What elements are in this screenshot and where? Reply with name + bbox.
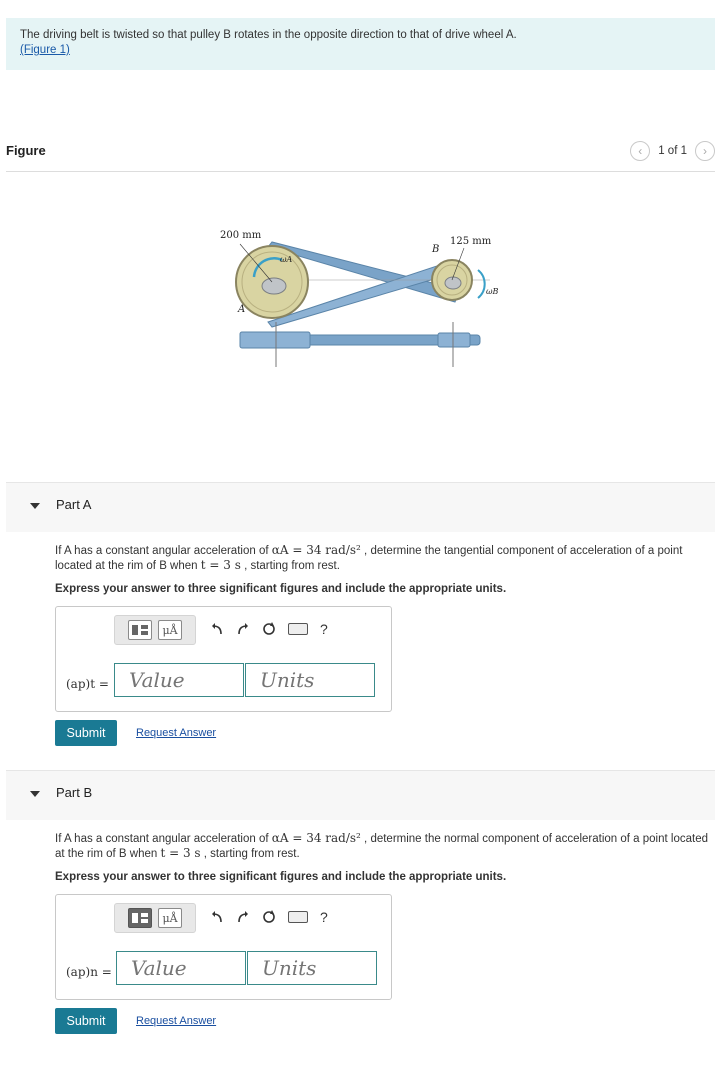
dim-a-label: 200 mm [220, 230, 262, 241]
mu-angstrom-icon: μÅ [162, 623, 178, 637]
wheel-a-hub [262, 278, 286, 294]
question-text: , determine the tangential component of acceleration of a point located at the rim of B when [55, 545, 683, 572]
dim-b-label: 125 mm [450, 236, 492, 247]
omega-b-label: ωB [486, 287, 499, 296]
figure-count: 1 of 1 [658, 145, 687, 157]
units-input[interactable] [247, 951, 377, 985]
keyboard-icon [288, 623, 308, 635]
chevron-right-icon: › [703, 144, 707, 158]
figure-header [6, 140, 715, 172]
point-a-label: A [238, 304, 246, 315]
question-text: , determine the normal component of acceleration of a point located at the rim of B when [55, 833, 708, 860]
answer-actions [210, 909, 328, 925]
submit-button[interactable]: Submit [55, 1008, 117, 1034]
reset-button[interactable] [262, 910, 276, 924]
alpha-value: αA = 34 rad/s² [271, 543, 361, 557]
part-b-question [55, 831, 710, 861]
request-answer-link[interactable]: Request Answer [136, 727, 217, 739]
problem-intro [6, 18, 715, 70]
math-toolbar [114, 903, 196, 933]
time-value: t = 3 s [160, 846, 201, 860]
redo-button[interactable] [236, 622, 250, 636]
keyboard-button[interactable] [288, 911, 308, 923]
intro-text: The driving belt is twisted so that pulley B rotates in the opposite direction to that of drive wheel A. [20, 29, 517, 41]
shaft-a-block [240, 332, 310, 348]
alpha-value: αA = 34 rad/s² [271, 831, 361, 845]
pulley-diagram [210, 222, 515, 382]
template-icon [131, 624, 149, 636]
part-b-title: Part B [56, 785, 93, 800]
reset-icon [262, 910, 276, 924]
caret-down-icon [30, 791, 40, 797]
part-a-instruction: Express your answer to three significant figures and include the appropriate units. [55, 583, 507, 595]
reset-icon [262, 622, 276, 636]
math-toolbar [114, 615, 196, 645]
redo-icon [236, 910, 250, 924]
part-a-header[interactable] [6, 482, 715, 532]
keyboard-button[interactable] [288, 623, 308, 635]
undo-button[interactable] [210, 622, 224, 636]
answer-label: (ap)t = [66, 677, 109, 691]
time-value: t = 3 s [200, 558, 241, 572]
figure-pager [630, 141, 715, 161]
part-b-instruction: Express your answer to three significant figures and include the appropriate units. [55, 871, 507, 883]
part-a-answer-box [55, 606, 392, 712]
part-a-title: Part A [56, 497, 92, 512]
undo-icon [210, 622, 224, 636]
undo-icon [210, 910, 224, 924]
point-b-label: B [432, 244, 440, 255]
help-button[interactable]: ? [320, 621, 328, 637]
value-input[interactable] [116, 951, 246, 985]
redo-button[interactable] [236, 910, 250, 924]
template-icon [131, 912, 149, 924]
help-button[interactable]: ? [320, 909, 328, 925]
template-button[interactable] [128, 908, 152, 928]
redo-icon [236, 622, 250, 636]
next-figure-button[interactable] [695, 141, 715, 161]
request-answer-link[interactable]: Request Answer [136, 1015, 217, 1027]
shaft-b-block [438, 333, 470, 347]
question-text: , starting from rest. [200, 848, 300, 860]
caret-down-icon [30, 503, 40, 509]
undo-button[interactable] [210, 910, 224, 924]
value-input[interactable] [114, 663, 244, 697]
question-text: If A has a constant angular acceleration of [55, 545, 272, 557]
units-symbol-button[interactable] [158, 908, 182, 928]
units-symbol-button[interactable] [158, 620, 182, 640]
part-b-answer-box [55, 894, 392, 1000]
omega-a-label: ωA [280, 255, 293, 264]
figure-title: Figure [6, 143, 46, 158]
pulley-b-hub [445, 277, 461, 289]
figure-link[interactable]: (Figure 1) [20, 44, 70, 56]
prev-figure-button[interactable] [630, 141, 650, 161]
submit-button[interactable]: Submit [55, 720, 117, 746]
part-a-question [55, 543, 710, 573]
question-text: , starting from rest. [240, 560, 340, 572]
omega-b-arrow [478, 270, 485, 298]
part-b-header[interactable] [6, 770, 715, 820]
reset-button[interactable] [262, 622, 276, 636]
template-button[interactable] [128, 620, 152, 640]
question-text: If A has a constant angular acceleration of [55, 833, 272, 845]
mu-angstrom-icon: μÅ [162, 911, 178, 925]
answer-actions [210, 621, 328, 637]
keyboard-icon [288, 911, 308, 923]
units-input[interactable] [245, 663, 375, 697]
chevron-left-icon: ‹ [638, 144, 643, 158]
answer-label: (ap)n = [66, 965, 112, 979]
